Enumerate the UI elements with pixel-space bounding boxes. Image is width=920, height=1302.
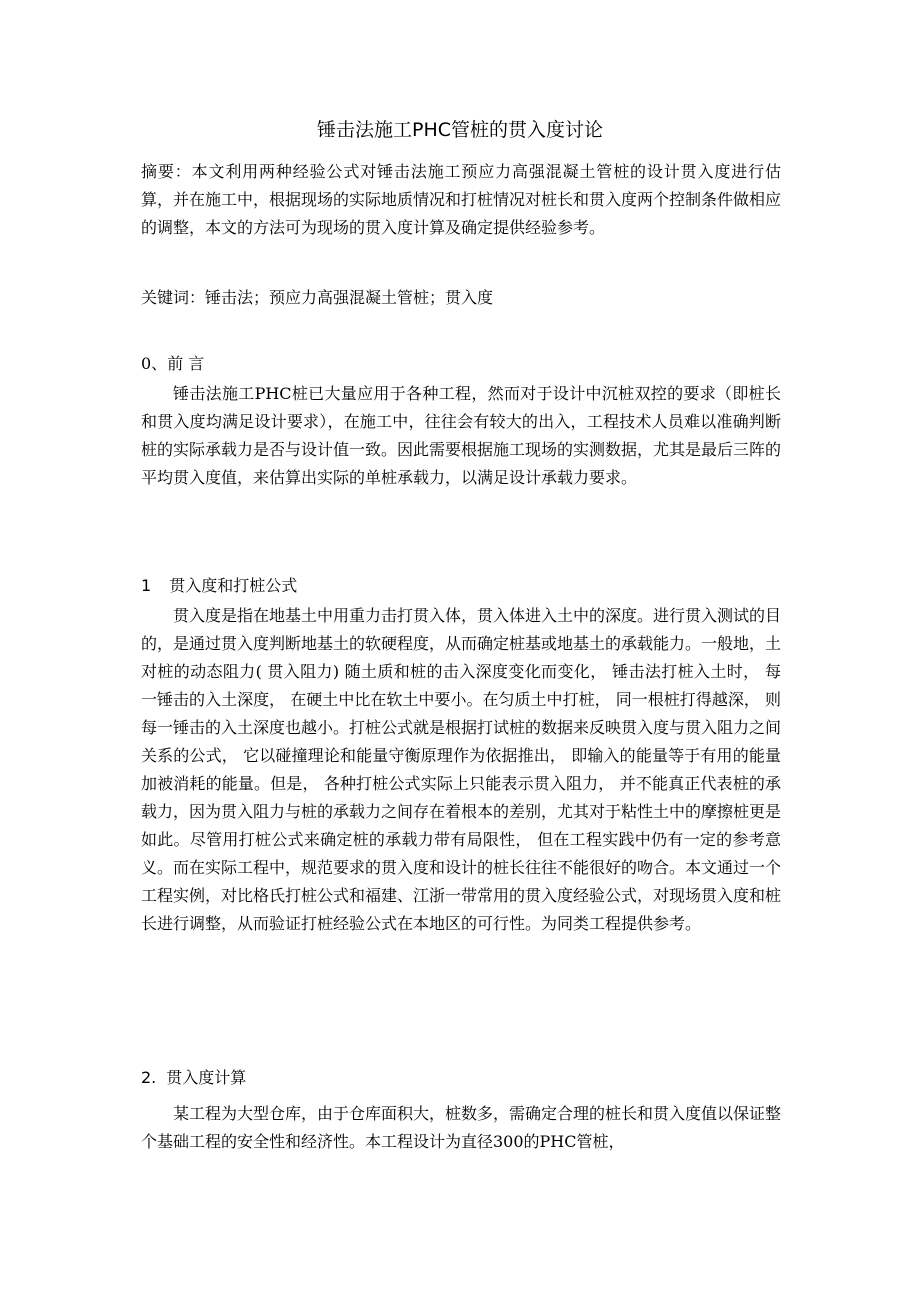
keywords-paragraph — [141, 284, 781, 312]
document-title: 锤击法施工PHC管桩的贯入度讨论 — [316, 119, 603, 141]
section-0-heading — [141, 350, 204, 378]
section-2-number: 2. — [141, 1068, 157, 1087]
abstract-label: 摘要： — [141, 162, 192, 181]
section-1-title: 贯入度和打桩公式 — [169, 576, 298, 595]
section-0-number: 0、 — [141, 354, 168, 373]
section-0-title: 前 言 — [167, 354, 205, 373]
section-1-number: 1 — [141, 576, 152, 595]
section-2-body: 某工程为大型仓库，由于仓库面积大，桩数多，需确定合理的桩长和贯入度值以保证整个基础工程的安全性和经济性。本工程设计为直径300的PHC管桩， — [141, 1104, 782, 1151]
section-0-body: 锤击法施工PHC桩已大量应用于各种工程，然而对于设计中沉桩双控的要求（即桩长和贯入度均满足设计要求），在施工中，往往会有较大的出入，工程技术人员难以准确判断桩的实际承载力是否与设计值一致。因此需要根据施工现场的实测数据，尤其是最后三阵的平均贯入度值，来估算出实际的单桩承载力，以满足设计承载力要求。 — [141, 384, 782, 487]
keywords-label: 关键词： — [141, 288, 206, 307]
abstract-text: 本文利用两种经验公式对锤击法施工预应力高强混凝土管桩的设计贯入度进行估算，并在施工中，根据现场的实际地质情况和打桩情况对桩长和贯入度两个控制条件做相应的调整，本文的方法可为现场的贯入度计算及确定提供经验参考。 — [141, 162, 782, 237]
section-2-title: 贯入度计算 — [166, 1068, 247, 1087]
section-1-body: 贯入度是指在地基土中用重力击打贯入体，贯入体进入土中的深度。进行贯入测试的目的，是通过贯入度判断地基土的软硬程度，从而确定桩基或地基土的承载能力。一般地，土对桩的动态阻力( 贯入阻力) 随土质和桩的击入深度变化而变化， 锤击法打桩入土时， 每一锤击的入土深度， 在硬土中比在软土中要小。在匀质土中打桩， 同一根桩打得越深， 则每一锤击的入土深度也越小。打桩公式就是根据打试桩的数据来反映贯入度与贯入阻力之间关系的公式， 它以碰撞理论和能量守衡原理作为依据推出， 即输入的能量等于有用的能量加被消耗的能量。但是， 各种打桩公式实际上只能表示贯入阻力， 并不能真正代表桩的承载力，因为贯入阻力与桩的承载力之间存在着根本的差别，尤其对于粘性土中的摩擦桩更是如此。尽管用打桩公式来确定桩的承载力带有局限性， 但在工程实践中仍有一定的参考意义。而在实际工程中，规范要求的贯入度和设计的桩长往往不能很好的吻合。本文通过一个工程实例，对比格氏打桩公式和福建、江浙一带常用的贯入度经验公式，对现场贯入度和桩长进行调整，从而验证打桩经验公式在本地区的可行性。为同类工程提供参考。 — [141, 606, 782, 933]
section-1-heading — [141, 572, 297, 600]
section-2-heading — [141, 1064, 246, 1092]
keywords-text: 锤击法；预应力高强混凝土管桩；贯入度 — [205, 288, 494, 307]
abstract-paragraph — [141, 158, 781, 242]
